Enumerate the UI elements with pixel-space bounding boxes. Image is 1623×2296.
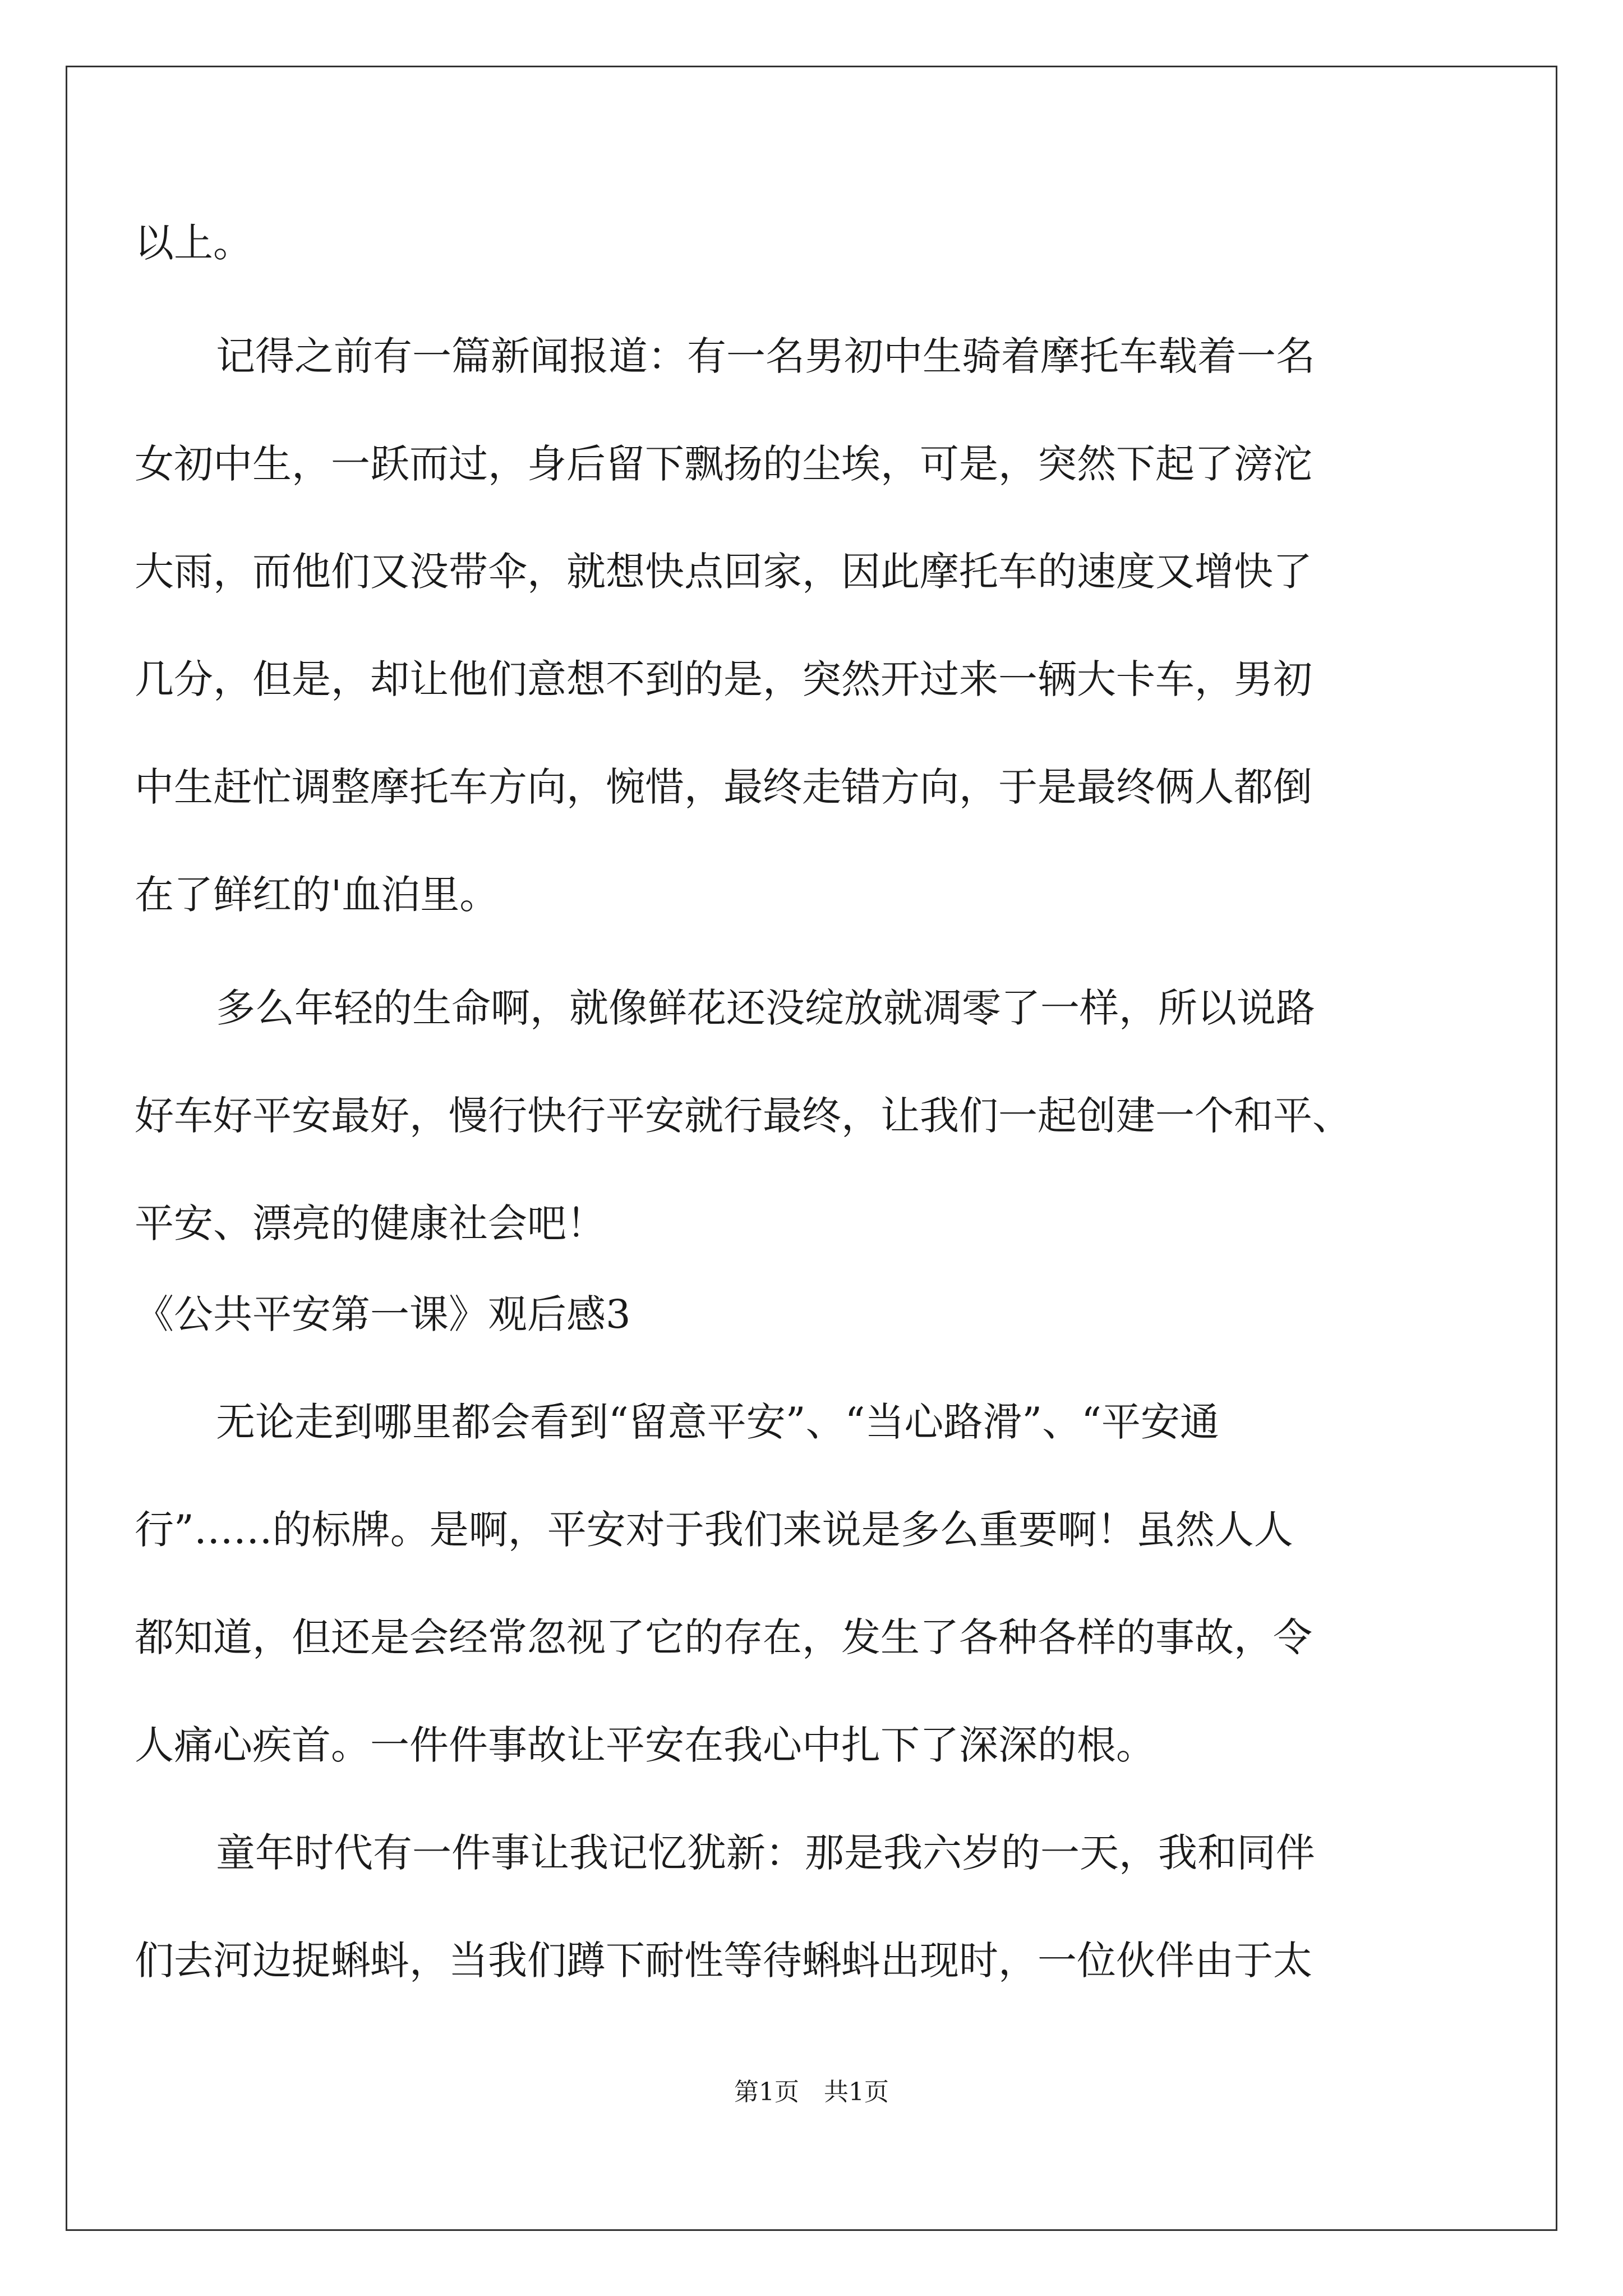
text-line: 平安、漂亮的健康社会吧！	[135, 1200, 606, 1246]
page-frame	[66, 66, 1557, 2231]
text-line: 无论走到哪里都会看到“留意平安”、“当心路滑”、“平安通	[216, 1399, 1219, 1445]
text-line: 几分，但是，却让他们意想不到的是，突然开过来一辆大卡车，男初	[135, 656, 1312, 702]
text-line: 人痛心疾首。一件件事故让平安在我心中扎下了深深的根。	[135, 1722, 1155, 1768]
text-line: 们去河边捉蝌蚪，当我们蹲下耐性等待蝌蚪出现时，一位伙伴由于太	[135, 1938, 1312, 1984]
text-line: 大雨，而他们又没带伞，就想快点回家，因此摩托车的速度又增快了	[135, 549, 1312, 595]
text-line: 在了鲜红的'血泊里。	[135, 872, 499, 918]
page-number: 第1页 共1页	[734, 2078, 889, 2106]
text-line: 女初中生，一跃而过，身后留下飘扬的尘埃，可是，突然下起了滂沱	[135, 441, 1312, 487]
page-footer	[0, 2076, 1623, 2109]
text-line: 行”……的标牌。是啊，平安对于我们来说是多么重要啊！虽然人人	[135, 1507, 1293, 1553]
text-line: 好车好平安最好，慢行快行平安就行最终，让我们一起创建一个和平、	[135, 1093, 1352, 1139]
text-line: 记得之前有一篇新闻报道：有一名男初中生骑着摩托车载着一名	[216, 333, 1315, 379]
text-line: 都知道，但还是会经常忽视了它的存在，发生了各种各样的事故，令	[135, 1614, 1312, 1660]
text-line: 多么年轻的生命啊，就像鲜花还没绽放就凋零了一样，所以说路	[216, 985, 1315, 1031]
section-heading: 《公共平安第一课》观后感3	[135, 1291, 631, 1337]
text-line: 童年时代有一件事让我记忆犹新：那是我六岁的一天，我和同伴	[216, 1830, 1315, 1876]
text-line: 以上。	[135, 220, 252, 266]
text-line: 中生赶忙调整摩托车方向，惋惜，最终走错方向，于是最终俩人都倒	[135, 764, 1312, 810]
